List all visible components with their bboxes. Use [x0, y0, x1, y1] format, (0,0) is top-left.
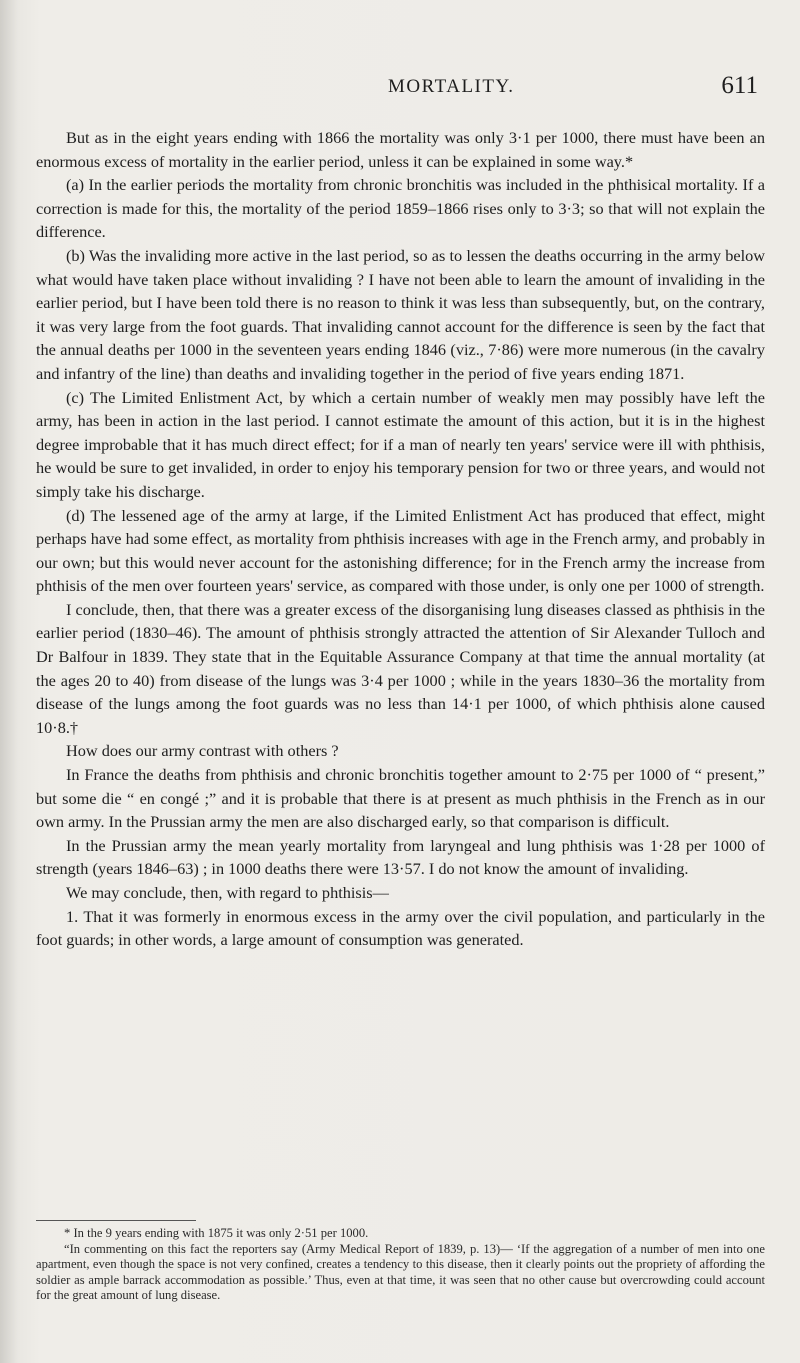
paragraph-item-b: (b) Was the invaliding more active in the last period, so as to lessen the deaths occurring in the army below what would have taken place without invaliding ? I have not been able to learn the amount of invaliding in the earlier period, but I have been told there is no reason to think it was less than subsequently, but, on the contrary, it was very large from the foot guards. That invaliding cannot account for the difference is seen by the fact that the annual deaths per 1000 in the seventeen years ending 1846 (viz., 7·86) were more numerous (in the cavalry and infantry of the line) than deaths and invaliding together in the period of five years ending 1871. — [36, 245, 765, 383]
running-title: MORTALITY. — [388, 76, 515, 97]
paragraph: In France the deaths from phthisis and chronic bronchitis together amount to 2·75 per 1000 of “ present,” but some die “ en congé ;” and it is probable that there is at present as much phthisis in the French as in our own army. In the Prussian army the men are also discharged early, so that comparison is difficult. — [36, 765, 765, 832]
page-number: 611 — [721, 72, 758, 99]
footnote-divider — [36, 1220, 196, 1221]
paragraph: I conclude, then, that there was a greater excess of the disorganising lung diseases classed as phthisis in the earlier period (1830–46). The amount of phthisis strongly attracted the attention of Sir Alexander Tulloch and Dr Balfour in 1839. They state that in the Equitable Assurance Company at that time the annual mortality (at the ages 20 to 40) from disease of the lungs was 3·4 per 1000 ; while in the years 1830–36 the mortality from disease of the lungs among the foot guards was no less than 14·1 per 1000, of which phthisis alone caused 10·8.† — [36, 599, 765, 737]
paragraph: In the Prussian army the mean yearly mortality from laryngeal and lung phthisis was 1·28 per 1000 of strength (years 1846–63) ; in 1000 deaths there were 13·57. I do not know the amount of invaliding. — [36, 835, 765, 879]
footnote: “In commenting on this fact the reporters say (Army Medical Report of 1839, p. 13)— ‘If the aggregation of a number of men into one apartment, even though the space is not very confined, creates a tendency to this disease, then it clearly points out the propriety of affording the soldier as ample barrack accommodation as possible.’ Thus, even at that time, it was seen that no other cause but overcrowding could account for the great amount of lung disease. — [36, 1241, 765, 1303]
body-text — [36, 126, 765, 952]
paragraph: 1. That it was formerly in enormous excess in the army over the civil population, and particularly in the foot guards; in other words, a large amount of consumption was generated. — [36, 906, 765, 950]
paragraph: But as in the eight years ending with 1866 the mortality was only 3·1 per 1000, there must have been an enormous excess of mortality in the earlier period, unless it can be explained in some way.* — [36, 128, 765, 171]
footnotes — [36, 1226, 765, 1304]
footnote: * In the 9 years ending with 1875 it was only 2·51 per 1000. — [64, 1226, 369, 1240]
running-header — [0, 72, 800, 106]
paragraph: How does our army contrast with others ? — [66, 741, 339, 761]
paragraph: We may conclude, then, with regard to phthisis— — [66, 883, 389, 902]
paragraph-item-a: (a) In the earlier periods the mortality from chronic bronchitis was included in the phthisical mortality. If a correction is made for this, the mortality of the period 1859–1866 rises only to 3·3; so that will not explain the difference. — [36, 175, 765, 242]
paragraph-item-c: (c) The Limited Enlistment Act, by which a certain number of weakly men may possibly have left the army, has been in action in the last period. I cannot estimate the amount of this action, but it is in the highest degree improbable that it has much direct effect; for if a man of nearly ten years' service were ill with phthisis, he would be sure to get invalided, in order to enjoy his temporary pension for two or three years, and would not simply take his discharge. — [36, 387, 765, 501]
paragraph-item-d: (d) The lessened age of the army at large, if the Limited Enlistment Act has produced that effect, might perhaps have had some effect, as mortality from phthisis increases with age in the French army, and probably in our own; but this would never account for the astonishing difference; for in the French army the increase from phthisis of the men over fourteen years' service, as compared with those under, is only one per 1000 of strength. — [36, 505, 765, 596]
